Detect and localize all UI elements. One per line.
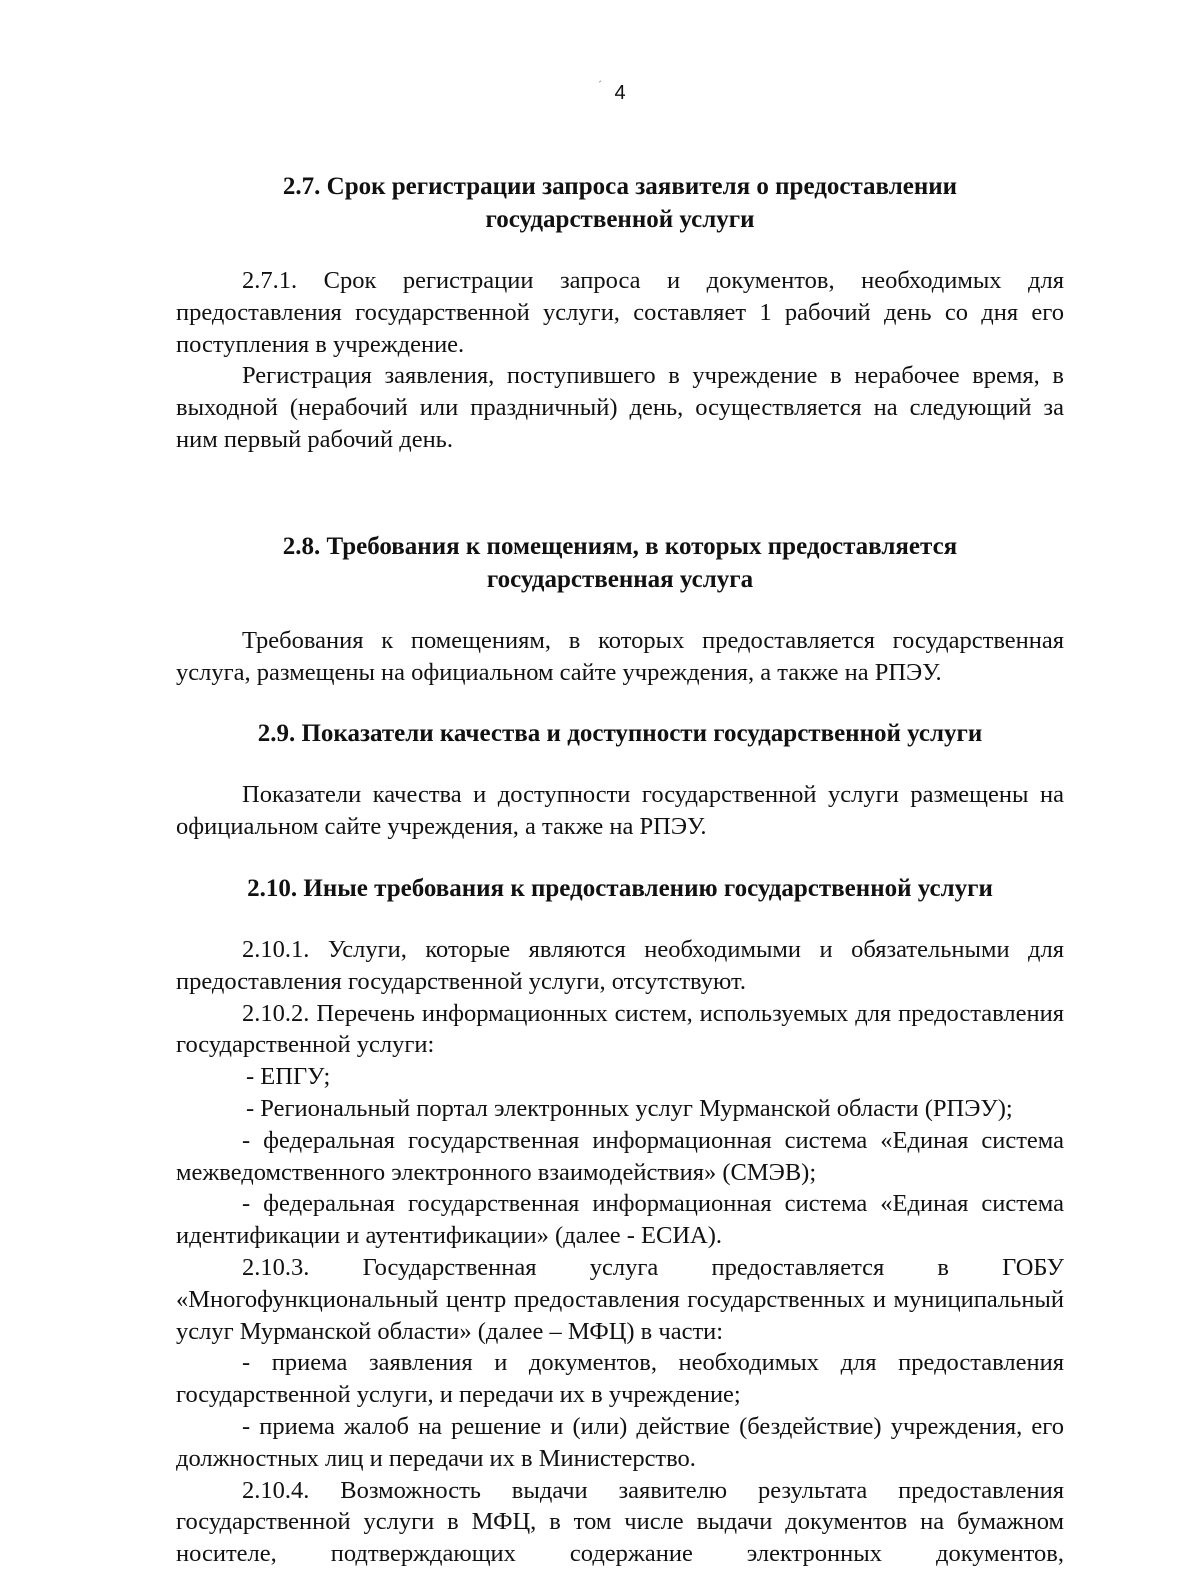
paragraph: 2.10.4. Возможность выдачи заявителю результата предоставления государственной услуги в МФЦ, в том числе выдачи документов на бумажном носителе, подтверждающих содержание электронных документов, [176, 1476, 1064, 1568]
list-item: - Региональный портал электронных услуг Мурманской области (РПЭУ); [246, 1094, 1013, 1122]
list-item: - приема заявления и документов, необходимых для предоставления государственной услуги, и передачи их в учреждение; [176, 1349, 1064, 1409]
document-body [176, 170, 1064, 1570]
heading-line: 2.7. Срок регистрации запроса заявителя о предоставлении [282, 173, 958, 200]
section-heading: 2.9. Показатели качества и доступности государственной услуги [257, 720, 983, 748]
list-item: - федеральная государственная информационная система «Единая система идентификации и аутентификации» (далее - ЕСИА). [176, 1190, 1064, 1250]
scan-mark: ˊ [598, 78, 602, 92]
paragraph: 2.10.3. Государственная услуга предоставляется в ГОБУ «Многофункциональный центр предоставления государственных и муниципальный услуг Мурманской области» (далее – МФЦ) в части: [176, 1253, 1064, 1345]
paragraph: 2.7.1. Срок регистрации запроса и документов, необходимых для предоставления государственной услуги, составляет 1 рабочий день со дня его поступления в учреждение. [176, 267, 1064, 358]
list-item: - ЕПГУ; [246, 1063, 331, 1091]
page-number: 4 [614, 82, 626, 104]
paragraph: Показатели качества и доступности государственной услуги размещены на официальном сайте учреждения, а также на РПЭУ. [176, 781, 1064, 841]
paragraph: Регистрация заявления, поступившего в учреждение в нерабочее время, в выходной (нерабочий или праздничный) день, осуществляется на следующий за ним первый рабочий день. [176, 362, 1064, 453]
section-heading [176, 170, 1064, 236]
heading-line: государственная услуга [486, 565, 754, 593]
section-2-10 [176, 872, 1064, 1570]
section-2-8 [176, 530, 1064, 689]
section-2-9 [176, 717, 1064, 843]
paragraph: 2.10.2. Перечень информационных систем, используемых для предоставления государственной услуги: [176, 999, 1064, 1059]
list-item: - приема жалоб на решение и (или) действие (бездействие) учреждения, его должностных лиц и передачи их в Министерство. [176, 1412, 1064, 1472]
heading-line: государственной услуги [485, 206, 755, 233]
paragraph: Требования к помещениям, в которых предоставляется государственная услуга, размещены на официальном сайте учреждения, а также на РПЭУ. [176, 626, 1064, 686]
section-2-7 [176, 170, 1064, 456]
section-heading [176, 530, 1064, 596]
heading-line: 2.8. Требования к помещениям, в которых предоставляется [282, 532, 958, 560]
paragraph: 2.10.1. Услуги, которые являются необходимыми и обязательными для предоставления государственной услуги, отсутствуют. [176, 935, 1064, 995]
list-item: - федеральная государственная информационная система «Единая система межведомственного электронного взаимодействия» (СМЭВ); [176, 1126, 1064, 1186]
section-heading: 2.10. Иные требования к предоставлению государственной услуги [247, 874, 993, 902]
